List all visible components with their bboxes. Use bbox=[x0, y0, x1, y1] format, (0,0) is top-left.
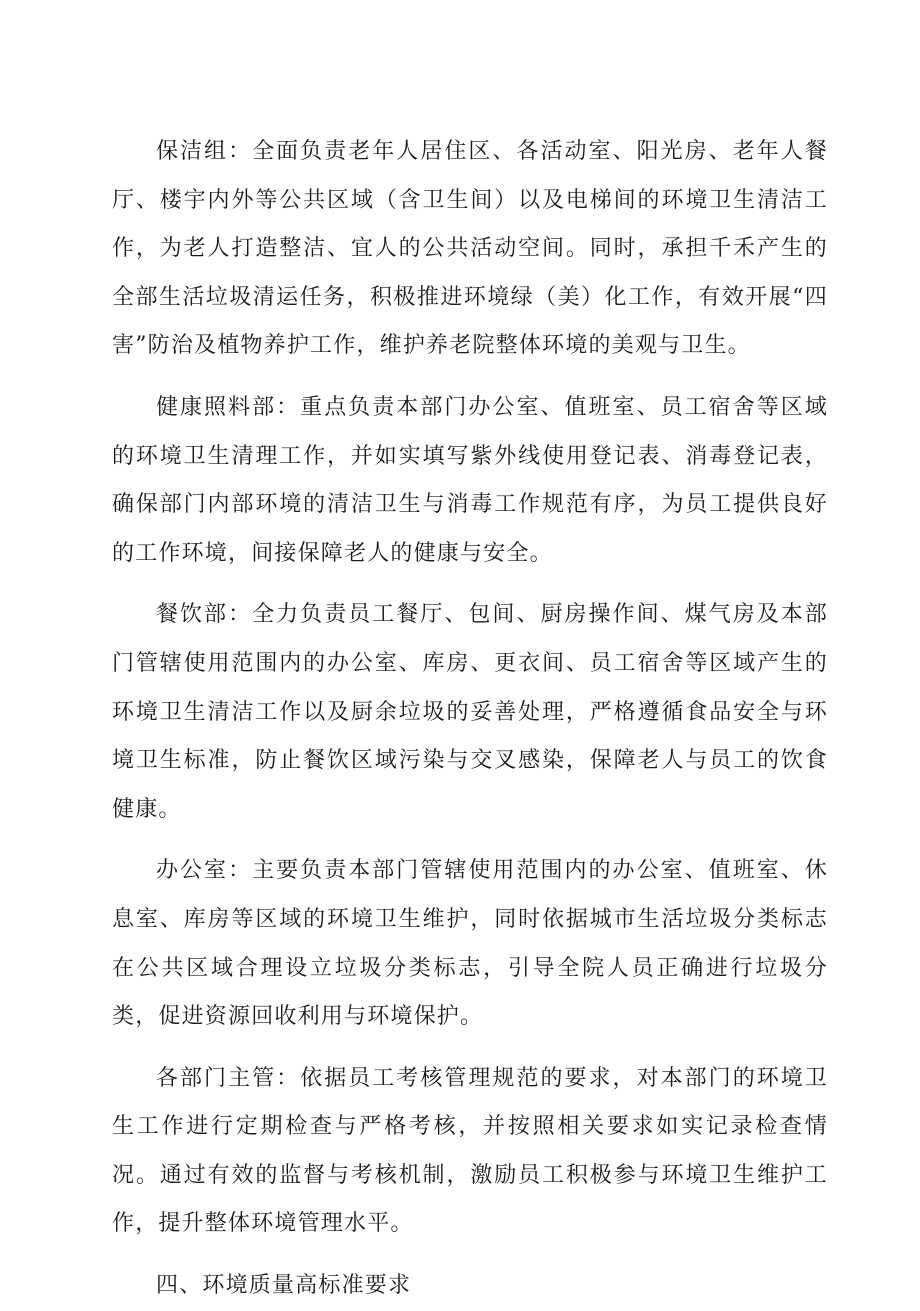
paragraph-health-care-department: 健康照料部：重点负责本部门办公室、值班室、员工宿舍等区域的环境卫生清理工作，并如实填写紫外线使用登记表、消毒登记表，确保部门内部环境的清洁卫生与消毒工作规范有序，为员工提供良好的工作环境，间接保障老人的健康与安全。 bbox=[112, 394, 828, 566]
paragraph-office: 办公室：主要负责本部门管辖使用范围内的办公室、值班室、休息室、库房等区域的环境卫生维护，同时依据城市生活垃圾分类标志在公共区域合理设立垃圾分类标志，引导全院人员正确进行垃圾分类，促进资源回收利用与环境保护。 bbox=[112, 858, 828, 1030]
paragraph-department-supervisors: 各部门主管：依据员工考核管理规范的要求，对本部门的环境卫生工作进行定期检查与严格考核，并按照相关要求如实记录检查情况。通过有效的监督与考核机制，激励员工积极参与环境卫生维护工作，提升整体环境管理水平。 bbox=[112, 1065, 828, 1237]
document-body bbox=[112, 128, 828, 1311]
paragraph-catering-department: 餐饮部：全力负责员工餐厅、包间、厨房操作间、煤气房及本部门管辖使用范围内的办公室、库房、更衣间、员工宿舍等区域产生的环境卫生清洁工作以及厨余垃圾的妥善处理，严格遵循食品安全与环境卫生标准，防止餐饮区域污染与交叉感染，保障老人与员工的饮食健康。 bbox=[112, 602, 828, 822]
section-heading: 四、环境质量高标准要求 bbox=[156, 1273, 412, 1299]
paragraph-cleaning-team: 保洁组：全面负责老年人居住区、各活动室、阳光房、老年人餐厅、楼宇内外等公共区域（含卫生间）以及电梯间的环境卫生清洁工作，为老人打造整洁、宜人的公共活动空间。同时，承担千禾产生的全部生活垃圾清运任务，积极推进环境绿（美）化工作，有效开展“四害”防治及植物养护工作，维护养老院整体环境的美观与卫生。 bbox=[112, 139, 828, 359]
